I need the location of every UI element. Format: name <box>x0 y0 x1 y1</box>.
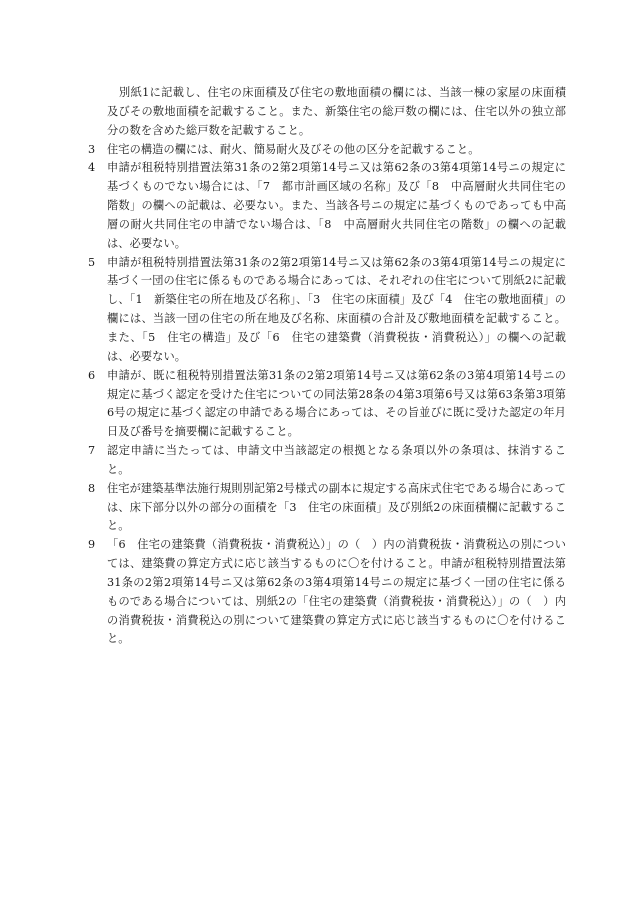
item-number: 6 <box>88 368 96 382</box>
item-text: 「6 住宅の建築費（消費税抜・消費税込）」の（ ）内の消費税抜・消費税込の別については、建築費の算定方式に応じ該当するものに〇を付けること。申請が租税特別措置法第31条の2第2項第14号ニ又は第62条の3第4項第14号ニの規定に基づく一団の住宅に係るものである場合については、別紙2の「住宅の建築費（消費税抜・消費税込）」の（ ）内の消費税抜・消費税込の別について建築費の算定方式に応じ該当するものに〇を付けること。 <box>107 538 566 646</box>
item-number: 5 <box>88 255 96 269</box>
item-text: 住宅が建築基準法施行規則別記第2号様式の副本に規定する高床式住宅である場合にあっては、床下部分以外の部分の面積を「3 住宅の床面積」及び別紙2の床面積欄に記載すること。 <box>107 481 566 533</box>
item-text: 申請が、既に租税特別措置法第31条の2第2項第14号ニ又は第62条の3第4項第14号ニの規定に基づく認定を受けた住宅についての同法第28条の4第3項第6号又は第63条第3項第6号の規定に基づく認定の申請である場合にあっては、その旨並びに既に受けた認定の年月日及び番号を摘要欄に記載すること。 <box>107 368 566 439</box>
instructions-body <box>88 84 566 649</box>
item-number: 8 <box>88 481 96 495</box>
item-text: 住宅の構造の欄には、耐火、簡易耐火及びその他の区分を記載すること。 <box>107 142 480 156</box>
item-number: 3 <box>88 142 96 156</box>
item-text: 申請が租税特別措置法第31条の2第2項第14号ニ又は第62条の3第4項第14号ニの規定に基づく一団の住宅に係るものである場合にあっては、それぞれの住宅について別紙2に記載し、「1 新築住宅の所在地及び名称」、「3 住宅の床面積」及び「4 住宅の敷地面積」の欄には、当該一団の住宅の所在地及び名称、床面積の合計及び敷地面積を記載すること。また、「5 住宅の構造」及び「6 住宅の建築費（消費税抜・消費税込）」の欄への記載は、必要ない。 <box>107 255 566 363</box>
instruction-item-6 <box>88 367 566 442</box>
instruction-item-4 <box>88 159 566 253</box>
item-number: 4 <box>88 161 96 175</box>
item-number: 7 <box>88 444 96 458</box>
intro-paragraph <box>88 84 566 141</box>
item-text: 認定申請に当たっては、申請文中当該認定の根拠となる条項以外の条項は、抹消すること。 <box>107 444 566 476</box>
intro-text: 別紙1に記載し、住宅の床面積及び住宅の敷地面積の欄には、当該一棟の家屋の床面積及びその敷地面積を記載すること。また、新築住宅の総戸数の欄には、住宅以外の独立部分の数を含めた総戸数を記載すること。 <box>107 86 566 137</box>
instruction-item-3 <box>88 141 566 160</box>
item-number: 9 <box>88 538 96 552</box>
instruction-item-8 <box>88 480 566 537</box>
instruction-item-5 <box>88 254 566 367</box>
instruction-item-9 <box>88 536 566 649</box>
instruction-item-7 <box>88 442 566 480</box>
item-text: 申請が租税特別措置法第31条の2第2項第14号ニ又は第62条の3第4項第14号ニの規定に基づくものでない場合には、「7 都市計画区域の名称」及び「8 中高層耐火共同住宅の階数」の欄への記載は、必要ない。また、当該各号ニの規定に基づくものであっても中高層の耐火共同住宅の申請でない場合は、「8 中高層耐火共同住宅の階数」の欄への記載は、必要ない。 <box>107 161 566 250</box>
